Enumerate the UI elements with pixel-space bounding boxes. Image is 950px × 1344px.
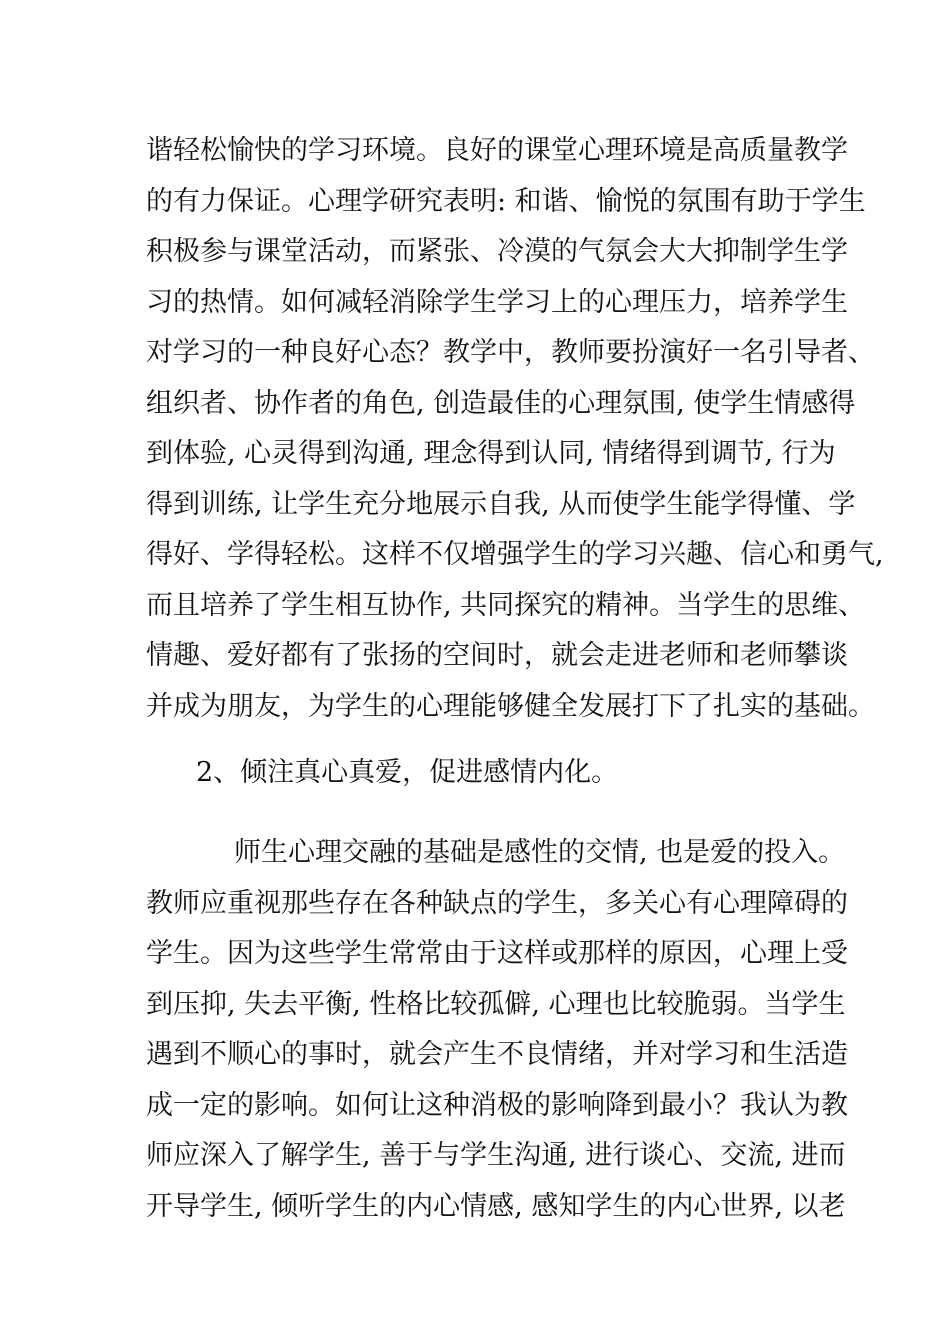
paragraph-line: 情趣、爱好都有了张扬的空间时，就会走进老师和老师攀谈	[146, 640, 848, 671]
paragraph-line: 而且培养了学生相互协作, 共同探究的精神。当学生的思维、	[146, 589, 866, 621]
section-heading-2	[146, 748, 826, 799]
paragraph-line: 积极参与课堂活动，而紧张、冷漠的气氛会大大抑制学生学	[146, 236, 848, 267]
paragraph-line: 得到训练, 让学生充分地展示自我, 从而使学生能学得懂、学	[146, 488, 856, 520]
body-paragraph-1	[146, 126, 884, 732]
paragraph-line: 开导学生, 倾听学生的内心情感, 感知学生的内心世界, 以老	[146, 1190, 846, 1222]
paragraph-line: 到压抑, 失去平衡, 性格比较孤僻, 心理也比较脆弱。当学生	[146, 988, 846, 1020]
paragraph-line: 谐轻松愉快的学习环境。良好的课堂心理环境是高质量教学	[146, 135, 848, 166]
paragraph-line: 学生。因为这些学生常常由于这样或那样的原因，心理上受	[146, 938, 848, 969]
paragraph-line: 得好、学得轻松。这样不仅增强学生的学习兴趣、信心和勇气,	[146, 539, 884, 570]
paragraph-line: 习的热情。如何减轻消除学生学习上的心理压力，培养学生	[146, 286, 848, 318]
section-heading-text: 2、倾注真心真爱，促进感情内化。	[196, 757, 619, 788]
paragraph-line: 组织者、协作者的角色, 创造最佳的心理氛围, 使学生情感得	[146, 387, 856, 419]
paragraph-line: 的有力保证。心理学研究表明: 和谐、愉悦的氛围有助于学生	[146, 185, 866, 217]
paragraph-line: 师应深入了解学生, 善于与学生沟通, 进行谈心、交流, 进而	[146, 1140, 846, 1171]
paragraph-line: 教师应重视那些存在各种缺点的学生，多关心有心理障碍的	[146, 887, 848, 919]
body-paragraph-2	[146, 828, 848, 1232]
paragraph-line: 遇到不顺心的事时，就会产生不良情绪，并对学习和生活造	[146, 1039, 848, 1070]
paragraph-line: 师生心理交融的基础是感性的交情, 也是爱的投入。	[234, 837, 846, 868]
paragraph-line: 并成为朋友，为学生的心理能够健全发展打下了扎实的基础。	[146, 690, 875, 722]
paragraph-line: 成一定的影响。如何让这种消极的影响降到最小？我认为教	[146, 1089, 848, 1121]
paragraph-line: 对学习的一种良好心态？教学中，教师要扮演好一名引导者、	[146, 337, 875, 368]
paragraph-line: 到体验, 心灵得到沟通, 理念得到认同, 情绪得到调节, 行为	[146, 438, 836, 469]
